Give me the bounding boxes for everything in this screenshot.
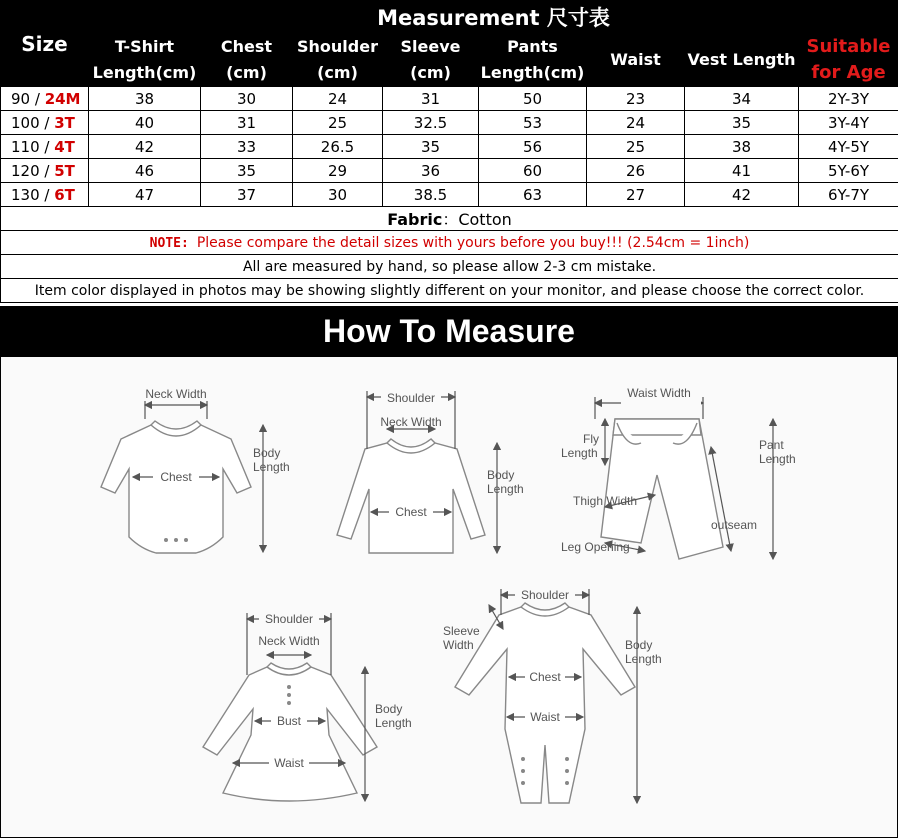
- table-cell: 29: [293, 159, 383, 183]
- tshirt-neck-label: Neck Width: [380, 415, 442, 429]
- table-title: Measurement 尺寸表: [89, 1, 898, 33]
- column-header-tshirt-length: T-Shirt Length(cm): [89, 33, 201, 87]
- table-cell: 38.5: [383, 183, 479, 207]
- how-to-measure-banner: How To Measure: [0, 306, 898, 356]
- color-notice: Item color displayed in photos may be showing slightly different on your monitor, and please choose the correct color.: [1, 279, 898, 303]
- pants-waist-label: Waist Width: [627, 386, 691, 400]
- size-value: 100: [11, 113, 40, 132]
- tshirt-body-label-1: Body: [487, 468, 515, 482]
- table-cell: 38: [685, 135, 799, 159]
- table-cell: 42: [89, 135, 201, 159]
- size-separator: /: [30, 89, 45, 108]
- table-cell: 3Y-4Y: [799, 111, 898, 135]
- romper-sleeve-label-2: Width: [443, 638, 474, 652]
- table-row: [1, 111, 898, 135]
- table-cell: 4Y-5Y: [799, 135, 898, 159]
- table-cell: 32.5: [383, 111, 479, 135]
- dress-waist-label: Waist: [274, 756, 304, 770]
- fabric-row: Fabric：Cotton: [1, 207, 898, 231]
- size-cell: [1, 159, 89, 183]
- note-text: Please compare the detail sizes with yours before you buy!!! (2.54cm = 1inch): [196, 234, 750, 251]
- table-row: [1, 159, 898, 183]
- dress-neck-label: Neck Width: [258, 634, 320, 648]
- table-cell: 35: [383, 135, 479, 159]
- tshirt-body-label-2: Length: [487, 482, 524, 496]
- romper-waist-label: Waist: [530, 710, 560, 724]
- table-cell: 60: [479, 159, 587, 183]
- table-cell: 23: [587, 87, 685, 111]
- romper-sleeve-label-1: Sleeve: [443, 624, 480, 638]
- size-separator: /: [39, 113, 55, 132]
- table-cell: 24: [587, 111, 685, 135]
- size-alt: 6T: [54, 185, 75, 204]
- table-cell: 26: [587, 159, 685, 183]
- table-cell: 2Y-3Y: [799, 87, 898, 111]
- pants-outseam-label: outseam: [711, 518, 758, 532]
- bodysuit-chest-label: Chest: [160, 470, 192, 484]
- column-header-age: Suitable for Age: [799, 33, 898, 87]
- table-cell: 37: [201, 183, 293, 207]
- measure-diagrams: [0, 356, 898, 838]
- column-header-sleeve: Sleeve (cm): [383, 33, 479, 87]
- table-cell: 36: [383, 159, 479, 183]
- romper-body-label-2: Length: [625, 652, 662, 666]
- romper-shoulder-label: Shoulder: [520, 588, 570, 602]
- table-cell: 31: [201, 111, 293, 135]
- pants-pant-label-2: Length: [759, 452, 796, 466]
- note-row: [1, 231, 898, 255]
- table-cell: 33: [201, 135, 293, 159]
- size-value: 130: [11, 185, 40, 204]
- size-cell: [1, 111, 89, 135]
- size-alt: 3T: [54, 113, 75, 132]
- size-value: 110: [11, 137, 40, 156]
- table-cell: 31: [383, 87, 479, 111]
- romper-diagram: [443, 588, 662, 803]
- size-alt: 5T: [54, 161, 75, 180]
- table-cell: 6Y-7Y: [799, 183, 898, 207]
- table-cell: 30: [293, 183, 383, 207]
- table-cell: 35: [201, 159, 293, 183]
- pants-pant-label-1: Pant: [759, 438, 784, 452]
- table-cell: 42: [685, 183, 799, 207]
- size-header: Size: [1, 1, 89, 87]
- table-cell: 27: [587, 183, 685, 207]
- size-separator: /: [39, 137, 55, 156]
- table-cell: 50: [479, 87, 587, 111]
- table-cell: 38: [89, 87, 201, 111]
- size-alt: 4T: [54, 137, 75, 156]
- column-header-pants-length: Pants Length(cm): [479, 33, 587, 87]
- table-cell: 40: [89, 111, 201, 135]
- note-key: NOTE:: [149, 235, 189, 251]
- pants-diagram: [561, 386, 796, 559]
- column-header-shoulder: Shoulder (cm): [293, 33, 383, 87]
- size-separator: /: [39, 185, 55, 204]
- dress-diagram: [203, 612, 412, 801]
- tshirt-diagram: [337, 390, 524, 553]
- size-cell: [1, 87, 89, 111]
- table-cell: 35: [685, 111, 799, 135]
- pants-thigh-label: Thigh Width: [573, 494, 638, 508]
- table-row: [1, 135, 898, 159]
- size-cell: [1, 183, 89, 207]
- table-cell: 25: [587, 135, 685, 159]
- table-cell: 24: [293, 87, 383, 111]
- dress-body-label-2: Length: [375, 716, 412, 730]
- dress-bust-label: Bust: [276, 714, 302, 728]
- romper-chest-label: Chest: [529, 670, 561, 684]
- table-row: [1, 183, 898, 207]
- size-value: 120: [11, 161, 40, 180]
- table-cell: 63: [479, 183, 587, 207]
- size-value: 90: [11, 89, 31, 108]
- dress-body-label-1: Body: [375, 702, 403, 716]
- table-cell: 34: [685, 87, 799, 111]
- diagram-canvas: [1, 357, 897, 837]
- hand-measure-notice: All are measured by hand, so please allow 2-3 cm mistake.: [1, 255, 898, 279]
- size-alt: 24M: [44, 89, 81, 108]
- bodysuit-body-label-2: Length: [253, 460, 290, 474]
- table-cell: 46: [89, 159, 201, 183]
- column-header-chest: Chest (cm): [201, 33, 293, 87]
- table-body: [1, 87, 898, 207]
- bodysuit-body-label-1: Body: [253, 446, 281, 460]
- table-row: [1, 87, 898, 111]
- bodysuit-diagram: [101, 387, 290, 553]
- size-separator: /: [39, 161, 55, 180]
- table-cell: 41: [685, 159, 799, 183]
- table-cell: 25: [293, 111, 383, 135]
- pants-fly-label-1: Fly: [583, 432, 599, 446]
- table-cell: 5Y-6Y: [799, 159, 898, 183]
- measurement-table: [0, 0, 898, 303]
- table-cell: 47: [89, 183, 201, 207]
- tshirt-chest-label: Chest: [395, 505, 427, 519]
- romper-body-label-1: Body: [625, 638, 653, 652]
- bodysuit-neck-label: Neck Width: [145, 387, 207, 401]
- table-cell: 53: [479, 111, 587, 135]
- table-cell: 30: [201, 87, 293, 111]
- table-cell: 26.5: [293, 135, 383, 159]
- dress-shoulder-label: Shoulder: [264, 612, 314, 626]
- tshirt-shoulder-label: Shoulder: [386, 391, 436, 405]
- column-header-waist: Waist: [587, 33, 685, 87]
- table-cell: 56: [479, 135, 587, 159]
- column-header-vest-length: Vest Length: [685, 33, 799, 87]
- pants-leg-label: Leg Opening: [561, 540, 630, 554]
- pants-fly-label-2: Length: [561, 446, 598, 460]
- size-cell: [1, 135, 89, 159]
